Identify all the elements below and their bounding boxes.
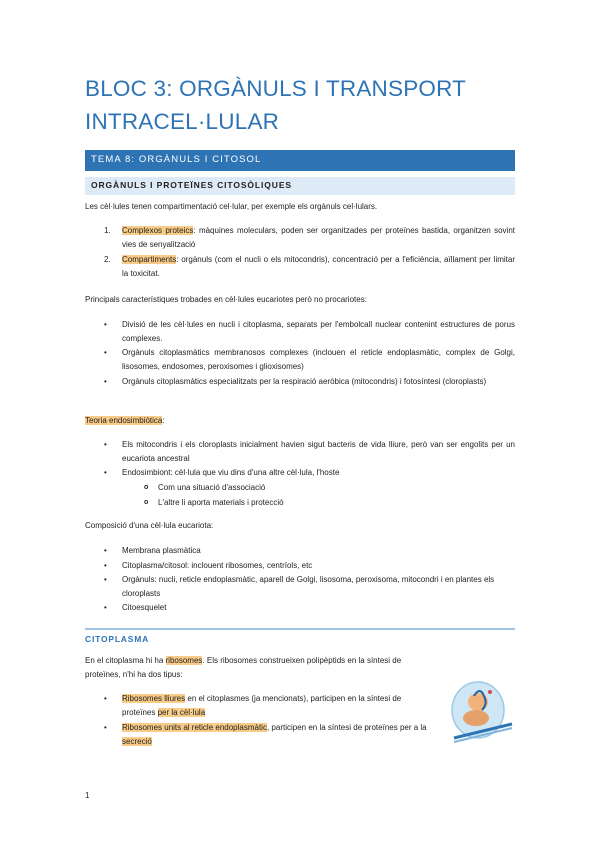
- list-item: Citoplasma/citosol: inclouent ribosomes, centríols, etc: [122, 561, 313, 570]
- list-item-text: : màquines moleculars, poden ser organitzades per proteïnes bastida, organitzen sovint vies de senyalització: [122, 226, 515, 249]
- text-run: . Els ribosomes construeixen polipèptids en la síntesi de proteïnes, n'hi ha dos tipus:: [85, 656, 402, 679]
- bullet: •: [104, 468, 107, 477]
- list-item: Orgànuls citoplasmàtics membranosos complexes (inclouen el reticle endoplasmàtic, complex de Golgi, lisosomes, endosomes, peroxisomes i glioxisomes): [122, 348, 515, 371]
- page-number: 1: [85, 791, 90, 800]
- sub-bullet: o: [144, 499, 149, 506]
- heading-citoplasma: CITOPLASMA: [85, 634, 150, 644]
- sub-list-item: Com una situació d'associació: [158, 483, 266, 492]
- highlighted-term: ribosomes: [165, 656, 203, 665]
- bullet: •: [104, 348, 107, 357]
- bullet: •: [104, 723, 107, 732]
- text-run: , participen en la síntesi de proteïnes per a la: [266, 723, 427, 732]
- heading-tema-8: TEMA 8: ORGÀNULS I CITOSOL: [85, 150, 515, 171]
- list-item: Divisió de les cèl·lules en nucli i citoplasma, separats per l'embolcall nuclear contenint estructures de porus complexes.: [122, 320, 515, 343]
- highlighted-term: per la cèl·lula: [157, 708, 206, 717]
- sub-list-item: L'altre li aporta materials i protecció: [158, 498, 284, 507]
- document-title: BLOC 3: ORGÀNULS I TRANSPORT INTRACEL·LULAR: [85, 76, 466, 134]
- text-run: En el citoplasma hi ha: [85, 656, 166, 665]
- list-item: [122, 224, 515, 252]
- sub-bullet: o: [144, 484, 149, 491]
- list-number: 1.: [104, 226, 111, 235]
- bullet: •: [104, 440, 107, 449]
- ribosome-illustration: [440, 672, 520, 752]
- list-item: Orgànuls citoplasmàtics especialitzats per la respiració aeròbica (mitocondris) i fotosíntesi (cloroplasts): [122, 377, 487, 386]
- list-number: 2.: [104, 255, 111, 264]
- citoplasma-paragraph: [85, 654, 430, 682]
- composition-intro: Composició d'una cèl·lula eucariota:: [85, 521, 214, 530]
- list-item: [122, 253, 515, 281]
- list-item: Citoesquelet: [122, 603, 167, 612]
- highlighted-term: Ribosomes lliures: [122, 694, 186, 703]
- list-item: [122, 692, 434, 720]
- heading-organuls: ORGÀNULS I PROTEÏNES CITOSÒLIQUES: [85, 177, 515, 195]
- bullet: •: [104, 546, 107, 555]
- bullet: •: [104, 575, 107, 584]
- list-item: Orgànuls: nucli, reticle endoplasmàtic, aparell de Golgi, lisosoma, peroxisoma, mitocondri i en plantes els cloroplasts: [122, 575, 495, 598]
- endosymbiotic-heading: [85, 414, 515, 428]
- list-item-text: : orgànuls (com el nucli o els mitocondris), concentració per a l'eficiència, aïllament per limitar la toxicitat.: [122, 255, 515, 278]
- highlighted-term: Compartiments: [122, 255, 177, 264]
- highlighted-term: Teoria endosimbiòtica: [85, 416, 163, 425]
- highlighted-term: Ribosomes units al reticle endoplasmàtic: [122, 723, 267, 732]
- list-item: Endosimbiont: cèl·lula que viu dins d'una altre cèl·lula, l'hoste: [122, 468, 340, 477]
- list-item: Els mitocondris i els cloroplasts inicialment havien sigut bacteris de vida lliure, però van ser engolits per un eucariota ancestral: [122, 440, 515, 463]
- bullet: •: [104, 377, 107, 386]
- characteristics-intro: Principals característiques trobades en cèl·lules eucariotes però no procariotes:: [85, 295, 367, 304]
- list-item: [122, 721, 434, 749]
- text-run: en el citoplasmes (ja mencionats), participen en la síntesi de proteïnes: [122, 694, 402, 717]
- heading-suffix: :: [162, 416, 165, 425]
- highlighted-term: secreció: [122, 737, 152, 746]
- bullet: •: [104, 320, 107, 329]
- highlighted-term: Complexos proteics: [122, 226, 194, 235]
- intro-paragraph: Les cèl·lules tenen compartimentació cel·lular, per exemple els orgànuls cel·lulars.: [85, 202, 378, 211]
- bullet: •: [104, 561, 107, 570]
- bullet: •: [104, 603, 107, 612]
- section-rule: [85, 628, 515, 630]
- list-item: Membrana plasmàtica: [122, 546, 201, 555]
- bullet: •: [104, 694, 107, 703]
